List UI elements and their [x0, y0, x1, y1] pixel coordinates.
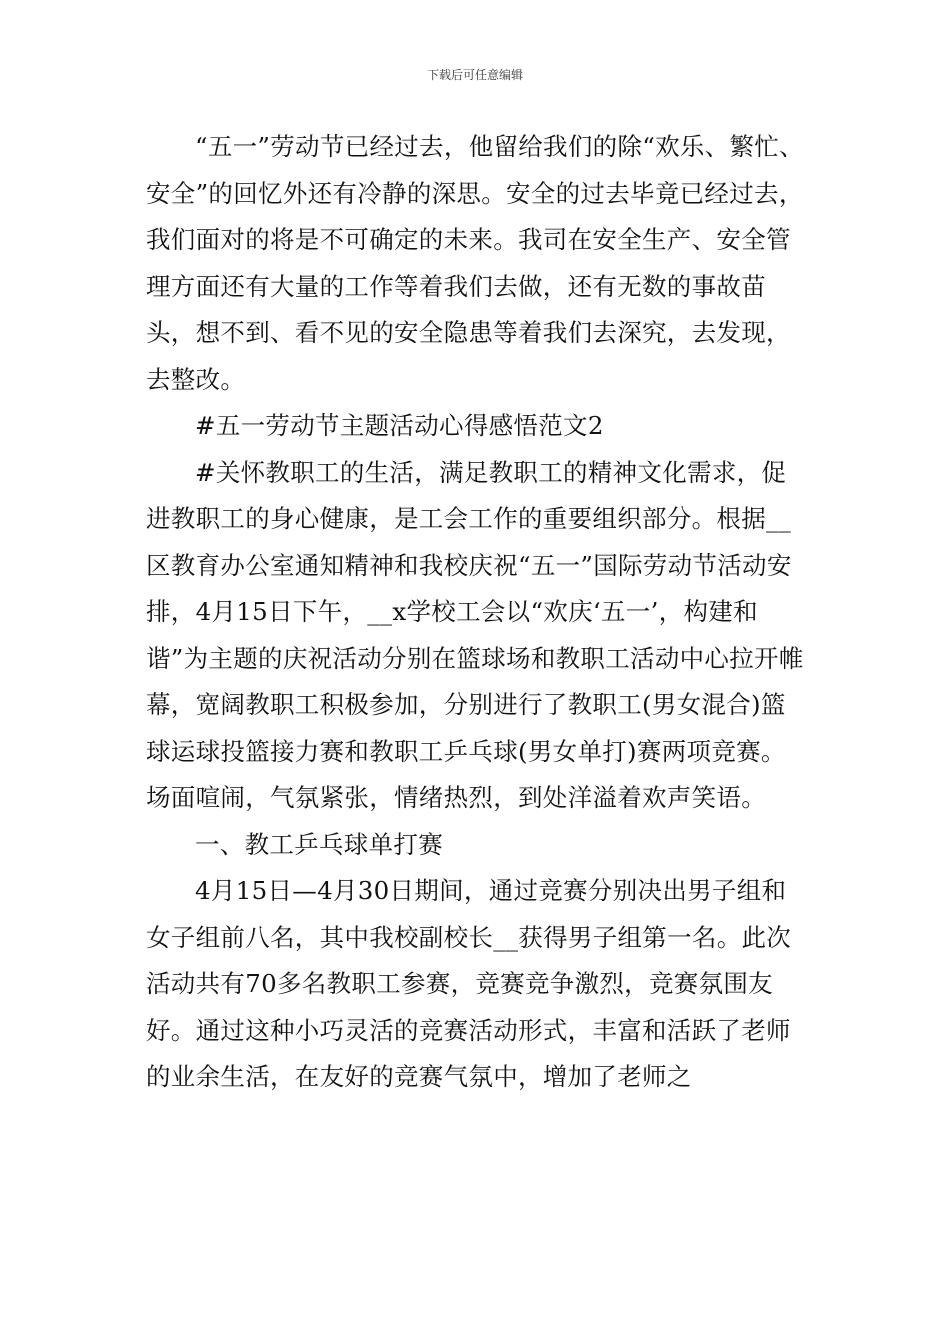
paragraph-table-tennis-results: 4月15日—4月30日期间，通过竞赛分别决出男子组和女子组前八名，其中我校副校长__获得男子组第一名。此次活动共有70多名教职工参赛，竞赛竞争激烈，竞赛氛围友好。通过这种小巧灵活的竞赛活动形式，丰富和活跃了老师的业余生活，在友好的竞赛气氛中，增加了老师之 — [146, 876, 792, 1091]
document-body — [146, 124, 808, 1101]
section-title-essay-2: #五一劳动节主题活动心得感悟范文2 — [195, 411, 604, 440]
paragraph-safety-reflection: “五一”劳动节已经过去，他留给我们的除“欢乐、繁忙、安全”的回忆外还有冷静的深思。安全的过去毕竟已经过去，我们面对的将是不可确定的未来。我司在安全生产、安全管理方面还有大量的工作等着我们去做，还有无数的事故苗头，想不到、看不见的安全隐患等着我们去深究，去发现，去整改。 — [146, 132, 804, 394]
page-header: 下载后可任意编辑 — [426, 68, 523, 82]
section-title-table-tennis: 一、教工乒乓球单打赛 — [195, 829, 443, 859]
paragraph-union-activity: #关怀教职工的生活，满足教职工的精神文化需求，促进教职工的身心健康，是工会工作的重要组织部分。根据__区教育办公室通知精神和我校庆祝“五一”国际劳动节活动安排，4月15日下午，__x学校工会以“欢庆‘五一’，构建和谐”为主题的庆祝活动分别在篮球场和教职工活动中心拉开帷幕，宽阔教职工积极参加，分别进行了教职工(男女混合)篮球运球投篮接力赛和教职工乒乓球(男女单打)赛两项竞赛。场面喧闹，气氛紧张，情绪热烈，到处洋溢着欢声笑语。 — [146, 457, 804, 812]
